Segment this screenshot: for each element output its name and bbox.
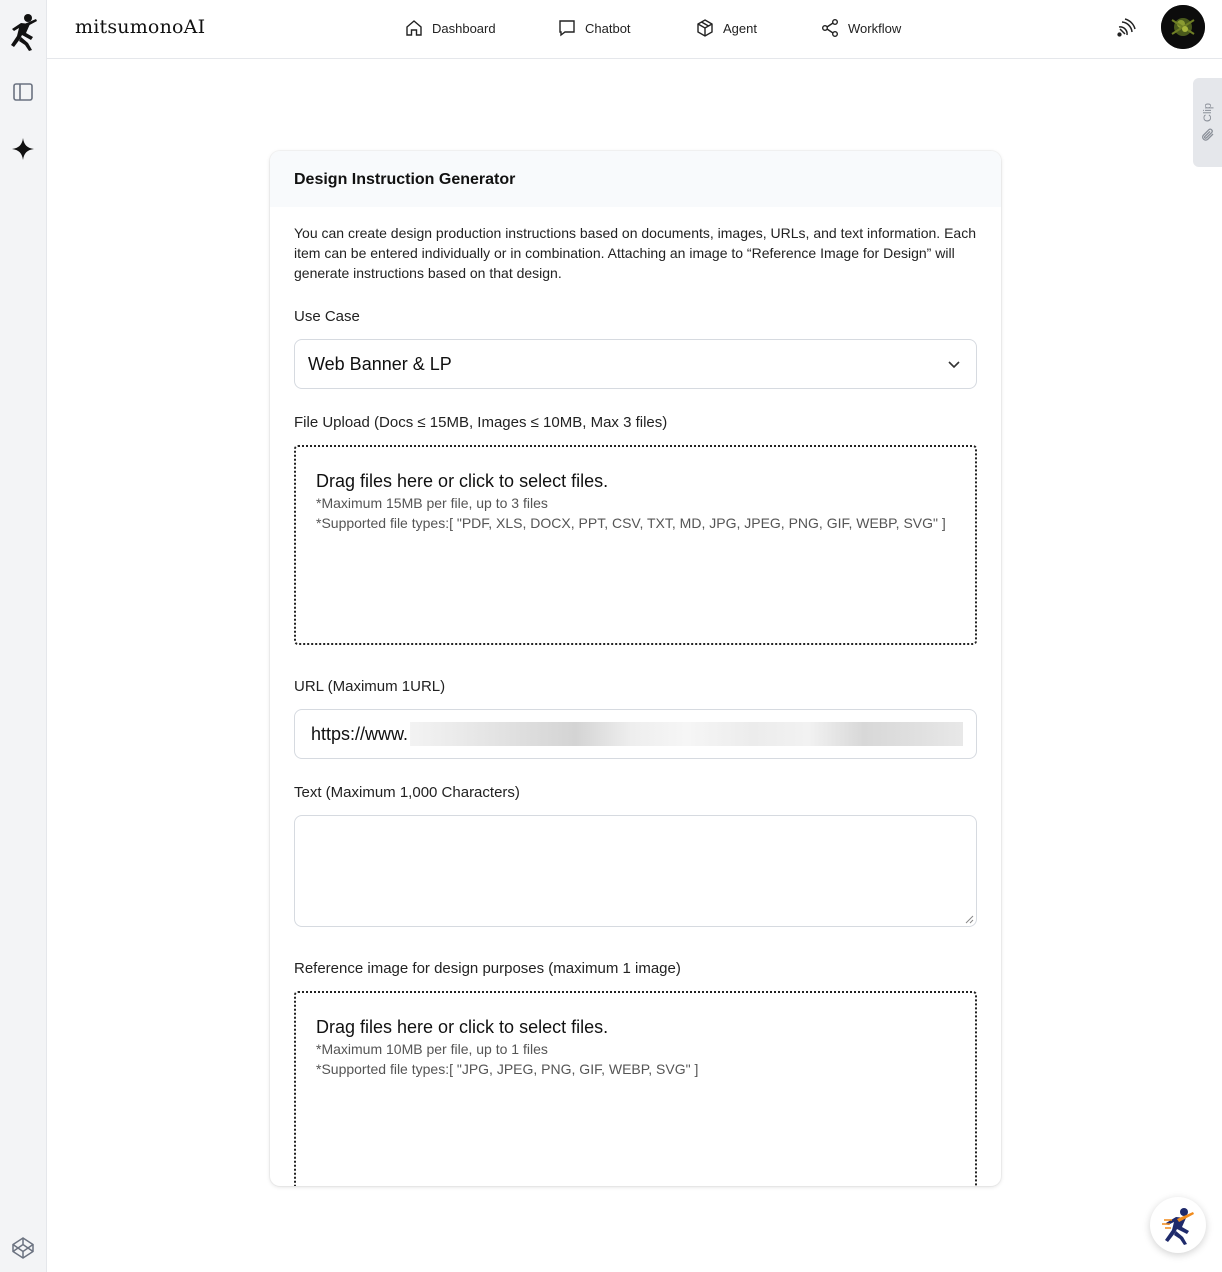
cube-icon <box>695 18 715 38</box>
home-icon <box>404 18 424 38</box>
nav-agent[interactable] <box>695 16 757 40</box>
text-area[interactable] <box>294 815 977 927</box>
reference-image-label: Reference image for design purposes (maximum 1 image) <box>294 960 681 977</box>
left-sidebar <box>0 0 47 1272</box>
reference-image-size-note: *Maximum 10MB per file, up to 1 files <box>316 1041 548 1057</box>
nav-workflow-label: Workflow <box>848 20 902 36</box>
file-upload-types-note: *Supported file types:[ "PDF, XLS, DOCX, PPT, CSV, TXT, MD, JPG, JPEG, PNG, GIF, WEBP, SVG" ] <box>316 515 946 531</box>
toggle-sidebar-icon[interactable] <box>9 78 37 106</box>
file-upload-label: File Upload (Docs ≤ 15MB, Images ≤ 10MB, Max 3 files) <box>294 414 668 431</box>
assistant-launcher-button[interactable] <box>1150 1197 1206 1253</box>
clip-label: Clip <box>1201 103 1214 122</box>
runner-logo-icon[interactable] <box>6 13 40 51</box>
sparkle-icon[interactable] <box>9 135 37 163</box>
use-case-value: Web Banner & LP <box>308 353 452 374</box>
runner-mascot-icon <box>1158 1205 1198 1245</box>
file-upload-title: Drag files here or click to select files. <box>316 471 609 491</box>
nav-dashboard-label: Dashboard <box>432 20 496 36</box>
card-body <box>270 207 1001 1186</box>
url-redacted-blur <box>410 722 963 746</box>
use-case-label: Use Case <box>294 308 360 325</box>
nav-agent-label: Agent <box>723 20 757 36</box>
card-description: You can create design production instructions based on documents, images, URLs, and text information. Each item can be entered individually or in combination. Attaching an image to “Reference Image for Design” will generate instructions based on that design. <box>294 225 976 281</box>
top-header <box>47 0 1222 59</box>
url-value: https://www. <box>311 723 409 744</box>
use-case-select[interactable] <box>294 339 977 389</box>
user-avatar[interactable] <box>1161 5 1205 49</box>
nav-chatbot[interactable] <box>557 16 631 40</box>
nav-workflow[interactable] <box>820 16 901 40</box>
url-input[interactable] <box>294 709 977 759</box>
card-title: Design Instruction Generator <box>294 171 516 188</box>
brand-name[interactable]: mitsumonoAI <box>75 16 206 38</box>
reference-image-dropzone[interactable] <box>294 991 977 1186</box>
codepen-cube-icon[interactable] <box>9 1234 37 1262</box>
chat-bubble-icon <box>557 18 577 38</box>
chevron-down-icon <box>946 356 962 372</box>
file-upload-size-note: *Maximum 15MB per file, up to 3 files <box>316 495 548 511</box>
reference-image-title: Drag files here or click to select files. <box>316 1017 609 1037</box>
resize-handle-icon[interactable] <box>965 915 974 924</box>
clip-tab[interactable] <box>1193 78 1222 167</box>
broadcast-icon[interactable] <box>1114 16 1138 40</box>
paperclip-icon <box>1201 128 1215 142</box>
nav-chatbot-label: Chatbot <box>585 20 631 36</box>
file-upload-dropzone[interactable] <box>294 445 977 645</box>
reference-image-types-note: *Supported file types:[ "JPG, JPEG, PNG, GIF, WEBP, SVG" ] <box>316 1061 699 1077</box>
url-label: URL (Maximum 1URL) <box>294 678 446 695</box>
design-instruction-card <box>270 151 1001 1186</box>
text-label: Text (Maximum 1,000 Characters) <box>294 784 520 801</box>
share-nodes-icon <box>820 18 840 38</box>
card-header <box>270 151 1001 207</box>
nav-dashboard[interactable] <box>404 16 496 40</box>
